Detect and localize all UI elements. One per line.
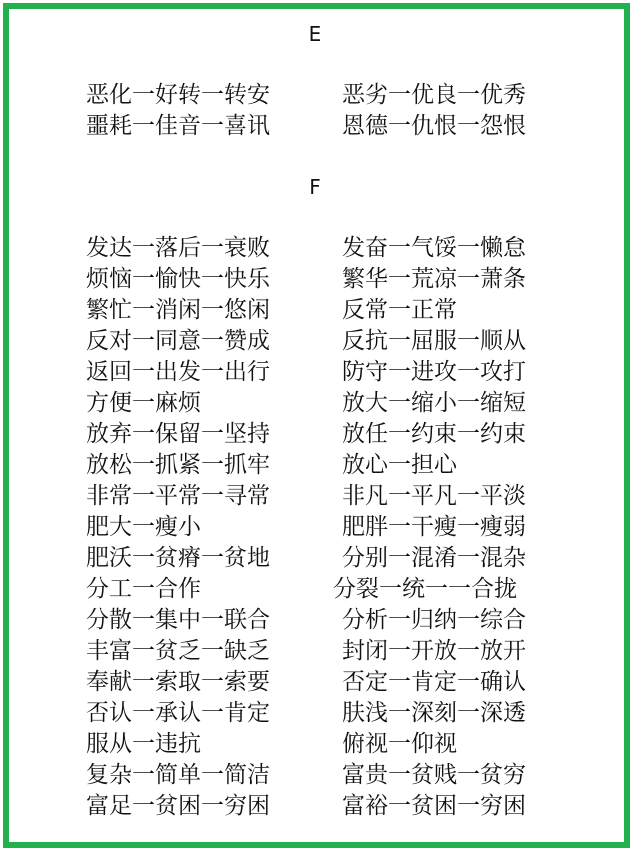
entry-right: 富裕一贫困一穷困: [342, 793, 526, 819]
entry-left: 服从一违抗: [86, 731, 201, 757]
entry-left: 返回一出发一出行: [86, 359, 270, 385]
entry-left: 丰富一贫乏一缺乏: [86, 638, 270, 664]
entry-left: 方便一麻烦: [86, 390, 201, 416]
entry-left: 肥大一瘦小: [86, 514, 201, 540]
entry-left: 繁忙一消闲一悠闲: [86, 297, 270, 323]
entry-right: 肥胖一干瘦一瘦弱: [342, 514, 526, 540]
entry-right: 否定一肯定一确认: [342, 669, 526, 695]
entry-left: 噩耗一佳音一喜讯: [86, 113, 270, 139]
entry-right: 恶劣一优良一优秀: [342, 82, 526, 108]
entry-right: 反常一正常: [342, 297, 457, 323]
entry-left: 肥沃一贫瘠一贫地: [86, 545, 270, 571]
entry-right: 富贵一贫贱一贫穷: [342, 762, 526, 788]
entry-left: 分散一集中一联合: [86, 607, 270, 633]
entry-right: 防守一进攻一攻打: [342, 359, 526, 385]
entry-right: 封闭一开放一放开: [342, 638, 526, 664]
entry-right: 反抗一屈服一顺从: [342, 328, 526, 354]
entry-left: 发达一落后一衰败: [86, 235, 270, 261]
section-heading-f: F: [309, 175, 321, 199]
entry-right: 肤浅一深刻一深透: [342, 700, 526, 726]
entry-right: 放心一担心: [342, 452, 457, 478]
entry-right: 放大一缩小一缩短: [342, 390, 526, 416]
entry-right: 恩德一仇恨一怨恨: [342, 113, 526, 139]
entry-right: 分别一混淆一混杂: [342, 545, 526, 571]
entry-left: 放弃一保留一坚持: [86, 421, 270, 447]
entry-right: 非凡一平凡一平淡: [342, 483, 526, 509]
entry-left: 恶化一好转一转安: [86, 82, 270, 108]
entry-left: 放松一抓紧一抓牢: [86, 452, 270, 478]
entry-right: 繁华一荒凉一萧条: [342, 266, 526, 292]
entry-left: 分工一合作: [86, 576, 201, 602]
entry-left: 复杂一简单一简洁: [86, 762, 270, 788]
entry-left: 否认一承认一肯定: [86, 700, 270, 726]
section-heading-e: E: [308, 22, 322, 46]
entry-left: 富足一贫困一穷困: [86, 793, 270, 819]
entry-left: 烦恼一愉快一快乐: [86, 266, 270, 292]
entry-left: 非常一平常一寻常: [86, 483, 270, 509]
entry-left: 反对一同意一赞成: [86, 328, 270, 354]
entry-right: 发奋一气馁一懒怠: [342, 235, 526, 261]
entry-right: 分裂一统一一合拢: [333, 576, 517, 602]
entry-right: 放任一约束一约束: [342, 421, 526, 447]
entry-right: 俯视一仰视: [342, 731, 457, 757]
entry-left: 奉献一索取一索要: [86, 669, 270, 695]
entry-right: 分析一归纳一综合: [342, 607, 526, 633]
